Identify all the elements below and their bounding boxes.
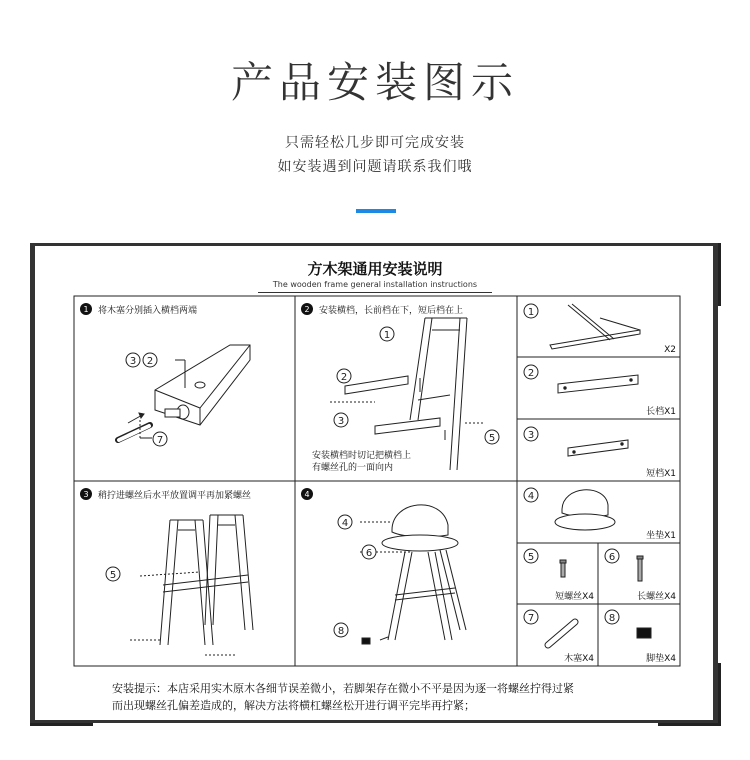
part-4-label: 坐垫X1 <box>646 531 676 541</box>
callout-2: 2 <box>146 356 154 367</box>
subtitle-line-2: 如安装遇到问题请联系我们哦 <box>277 159 473 175</box>
part-5-label: 短螺丝X4 <box>555 592 594 602</box>
part-3-label: 短档X1 <box>646 469 676 479</box>
page-title: 产品安装图示 <box>230 58 519 107</box>
sheet-subtitle: The wooden frame general installation instructions <box>272 280 478 289</box>
part-8-number: 8 <box>608 613 616 624</box>
callout-1: 1 <box>383 330 391 341</box>
part-6-number: 6 <box>608 552 616 563</box>
long-screw-icon <box>637 556 643 581</box>
seat-cushion-icon <box>555 490 615 530</box>
part-2-number: 2 <box>527 368 535 379</box>
step-1-number: 1 <box>83 305 89 314</box>
part-7-label: 木塞X4 <box>564 654 594 664</box>
callout-6: 6 <box>365 548 373 559</box>
part-5-number: 5 <box>527 552 535 563</box>
part-2-label: 长档X1 <box>646 407 676 417</box>
foot-pad-icon <box>637 628 651 638</box>
leg-frame-icon <box>550 304 640 349</box>
step-3-text: 稍拧进螺丝后水平放置调平再加紧螺丝 <box>98 491 252 501</box>
part-1-label: X2 <box>664 345 676 355</box>
step-2-note-line-1: 安装横档时切记把横档上 <box>312 451 412 461</box>
step-4-illustration <box>360 505 466 644</box>
install-tip-line-2: 而出现螺丝孔偏差造成的，解决方法将横杠螺丝松开进行调平完毕再拧紧； <box>112 699 475 712</box>
subtitle-line-1: 只需轻松几步即可完成安装 <box>285 135 465 151</box>
callout-2b: 2 <box>340 372 348 383</box>
step-3-illustration <box>130 515 253 655</box>
callout-7: 7 <box>156 435 164 446</box>
step-3-number: 3 <box>83 490 89 499</box>
callout-5b: 5 <box>109 570 117 581</box>
short-bar-icon <box>568 440 628 456</box>
step-1-text: 将木塞分别插入横档两端 <box>98 306 198 316</box>
step-2-text: 安装横档，长前档在下，短后档在上 <box>319 306 464 316</box>
part-6-label: 长螺丝X4 <box>637 592 676 602</box>
callout-3: 3 <box>129 356 137 367</box>
callout-4: 4 <box>341 518 349 529</box>
step-2-note-line-2: 有螺丝孔的一面向内 <box>312 463 394 473</box>
long-bar-icon <box>558 375 638 393</box>
step-3-callouts <box>106 567 120 581</box>
install-tip-line-1: 安装提示：本店采用实木原木各细节误差微小，若脚架存在微小不平是因为逐一将螺丝拧得过紧 <box>112 682 574 695</box>
part-7-number: 7 <box>527 613 535 624</box>
sheet-title: 方木架通用安装说明 <box>307 260 443 278</box>
callout-3b: 3 <box>337 416 345 427</box>
step-4-number: 4 <box>304 490 310 499</box>
part-1-number: 1 <box>527 307 535 318</box>
step-4-callouts <box>334 515 376 637</box>
wood-plug-icon <box>548 622 575 645</box>
part-8-label: 脚垫X4 <box>646 654 676 664</box>
part-3-number: 3 <box>527 430 535 441</box>
step-2-number: 2 <box>304 305 310 314</box>
short-screw-icon <box>560 560 566 577</box>
callout-5: 5 <box>488 433 496 444</box>
part-4-number: 4 <box>527 491 535 502</box>
parts-numbers <box>524 304 619 624</box>
callout-8: 8 <box>337 626 345 637</box>
